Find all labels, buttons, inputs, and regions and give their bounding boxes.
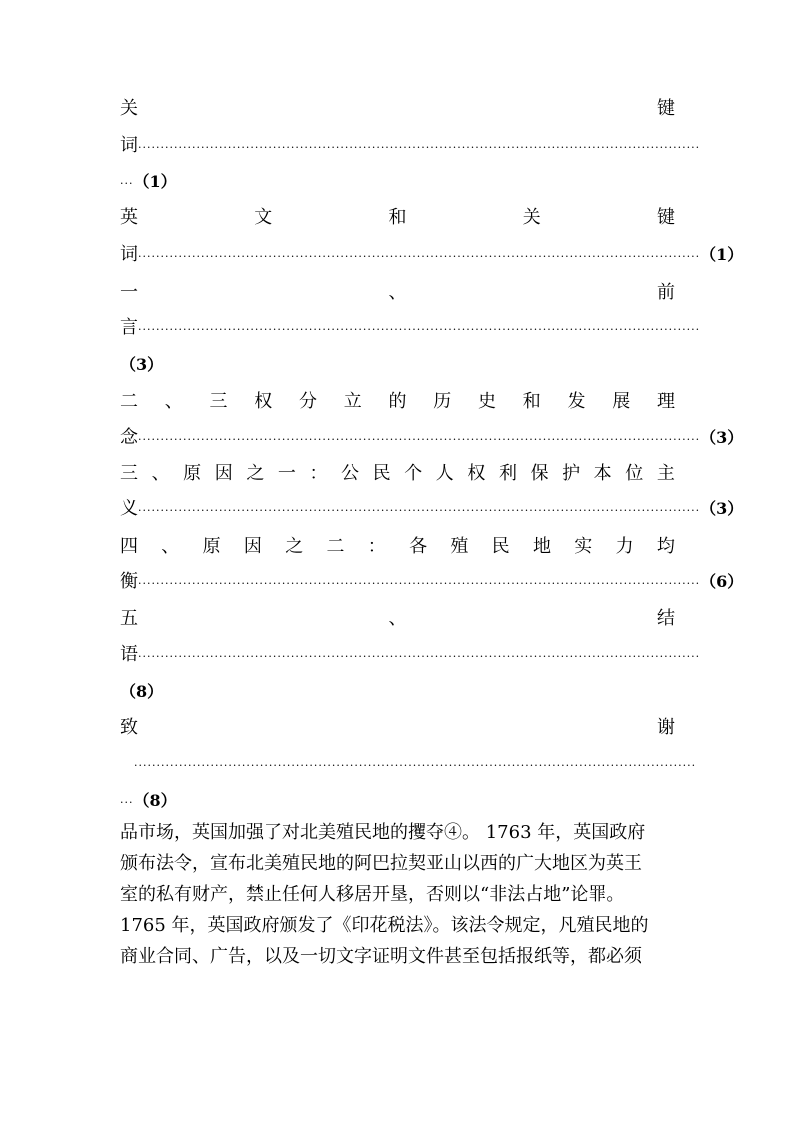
toc-char: 护 <box>562 463 581 484</box>
toc-char: 发 <box>567 391 586 412</box>
toc-entry-conclusion-title-line <box>120 607 675 631</box>
dot-leader: ··· <box>120 796 134 809</box>
toc-char: 和 <box>388 207 407 228</box>
dot-leader: ····························································································································· <box>138 577 701 590</box>
body-line: 商业合同、广告，以及一切文字证明文件甚至包括报纸等，都必须 <box>120 946 642 967</box>
dot-leader: ····························································································································· <box>134 759 697 772</box>
dot-leader: ····························································································································· <box>138 141 701 154</box>
toc-char: 四 <box>120 536 138 557</box>
toc-char: 键 <box>657 207 675 228</box>
toc-lead-char: 义 <box>120 498 138 519</box>
toc-char: 、 <box>164 391 183 412</box>
toc-lead-char: 词 <box>120 244 138 265</box>
toc-char: 因 <box>214 463 233 484</box>
body-paragraph <box>120 817 680 972</box>
toc-char: 权 <box>467 463 486 484</box>
toc-lead-char: 衡 <box>120 571 138 592</box>
toc-char: ： <box>367 536 386 557</box>
toc-char: 展 <box>612 391 631 412</box>
toc-char: 史 <box>478 391 496 412</box>
toc-entry-keywords-page-line <box>120 170 675 194</box>
toc-char: 之 <box>246 463 265 484</box>
toc-char: 前 <box>657 282 675 303</box>
dot-leader: ····························································································································· <box>138 433 701 446</box>
toc-entry-keywords-title-line <box>120 97 675 121</box>
toc-entry-section-4-title-line <box>120 535 675 559</box>
toc-char: 和 <box>522 391 541 412</box>
toc-char: 、 <box>388 282 407 303</box>
toc-char: 人 <box>435 463 454 484</box>
toc-char: 、 <box>151 463 170 484</box>
body-line: 品市场，英国加强了对北美殖民地的攫夺④。 1763 年，英国政府 <box>120 822 646 843</box>
toc-lead-char: 语 <box>120 644 138 665</box>
toc-char: 关 <box>120 98 138 119</box>
toc-entry-english-keywords-leader-line <box>120 243 744 267</box>
toc-entry-preface-leader-line <box>120 316 701 340</box>
toc-char: 三 <box>209 391 228 412</box>
toc-char: 实 <box>574 536 593 557</box>
toc-char: 个 <box>404 463 423 484</box>
body-line: 颁布法令，宣布北美殖民地的阿巴拉契亚山以西的广大地区为英王 <box>120 853 642 874</box>
toc-char: 二 <box>120 391 138 412</box>
toc-char: 地 <box>532 536 551 557</box>
toc-char: 均 <box>656 536 675 557</box>
toc-char: 民 <box>491 536 510 557</box>
toc-entry-preface-page-line <box>120 353 675 377</box>
toc-page-number: （3） <box>700 499 744 518</box>
body-line: 室的私有财产，禁止任何人移居开垦，否则以“非法占地”论罪。 <box>120 884 625 905</box>
toc-char: 一 <box>120 282 138 303</box>
toc-char: 位 <box>625 463 644 484</box>
toc-char: 、 <box>388 608 407 629</box>
toc-char: 之 <box>285 536 304 557</box>
dot-leader: ··· <box>120 177 134 190</box>
toc-char: 民 <box>372 463 391 484</box>
toc-lead-char: 词 <box>120 135 138 156</box>
toc-page-number: （1） <box>700 245 744 264</box>
toc-char: 殖 <box>450 536 469 557</box>
toc-entry-keywords-leader-line <box>120 134 701 158</box>
toc-char: 文 <box>254 207 273 228</box>
toc-char: 理 <box>657 391 675 412</box>
dot-leader: ····························································································································· <box>138 650 701 663</box>
toc-char: 因 <box>243 536 262 557</box>
toc-entry-conclusion-leader-line <box>120 643 701 667</box>
toc-char: 、 <box>161 536 180 557</box>
toc-char: 谢 <box>657 717 675 738</box>
toc-entry-preface-title-line <box>120 281 675 305</box>
toc-char: 权 <box>254 391 273 412</box>
toc-page-number: （3） <box>700 428 744 447</box>
toc-char: 关 <box>522 207 541 228</box>
toc-page-number: （8） <box>133 791 177 810</box>
toc-entry-section-4-leader-line <box>120 570 744 594</box>
toc-char: 键 <box>657 98 675 119</box>
toc-char: 的 <box>388 391 407 412</box>
dot-leader: ····························································································································· <box>138 250 701 263</box>
toc-char: 三 <box>120 463 138 484</box>
toc-char: 本 <box>593 463 612 484</box>
toc-entry-acknowledgement-title-line <box>120 716 675 740</box>
toc-char: 一 <box>277 463 296 484</box>
dot-leader: ····························································································································· <box>138 504 701 517</box>
toc-page-number: （8） <box>120 682 164 701</box>
toc-char: 利 <box>498 463 517 484</box>
toc-entry-section-2-leader-line <box>120 426 744 450</box>
dot-leader: ····························································································································· <box>138 323 701 336</box>
toc-char: 二 <box>326 536 345 557</box>
toc-char: 各 <box>409 536 428 557</box>
toc-char: 致 <box>120 717 138 738</box>
toc-page-number: （6） <box>700 572 744 591</box>
toc-char: 主 <box>656 463 675 484</box>
toc-char: ： <box>309 463 328 484</box>
toc-entry-section-2-title-line <box>120 390 675 414</box>
body-line: 1765 年，英国政府颁发了《印花税法》。该法令规定，凡殖民地的 <box>120 915 649 936</box>
toc-char: 公 <box>341 463 360 484</box>
toc-lead-char: 念 <box>120 427 138 448</box>
toc-char: 保 <box>530 463 549 484</box>
toc-char: 立 <box>343 391 362 412</box>
toc-char: 历 <box>433 391 452 412</box>
toc-char: 力 <box>615 536 634 557</box>
toc-entry-conclusion-page-line <box>120 680 675 704</box>
toc-char: 原 <box>202 536 221 557</box>
toc-entry-section-3-title-line <box>120 462 675 486</box>
toc-page-number: （1） <box>133 172 177 191</box>
toc-entry-acknowledgement-leader-line <box>134 752 697 776</box>
toc-char: 分 <box>299 391 317 412</box>
toc-entry-section-3-leader-line <box>120 497 744 521</box>
toc-entry-english-keywords-title-line <box>120 206 675 230</box>
toc-lead-char: 言 <box>120 317 138 338</box>
toc-page-number: （3） <box>120 355 164 374</box>
toc-char: 原 <box>183 463 202 484</box>
toc-char: 五 <box>120 608 138 629</box>
toc-entry-acknowledgement-page-line <box>120 789 675 813</box>
toc-char: 结 <box>657 608 675 629</box>
toc-char: 英 <box>120 207 138 228</box>
